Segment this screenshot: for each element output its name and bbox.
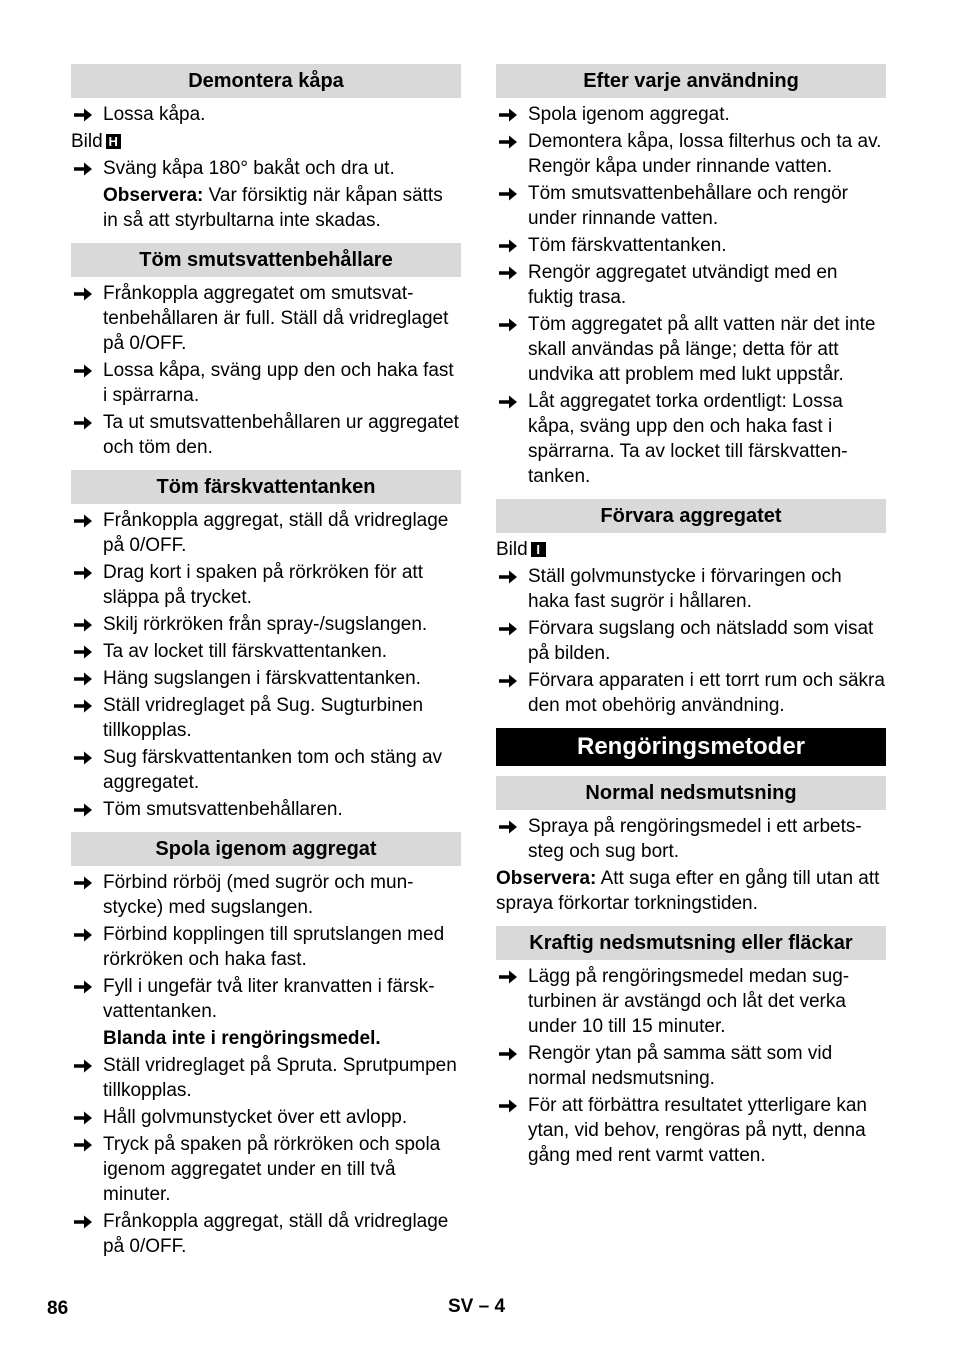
section-kraftig-nedsmutsning: Kraftig nedsmutsning eller fläckar: [496, 926, 886, 960]
list-item-text: Förbind kopplingen till sprutslangen med rörkröken och haka fast.: [103, 924, 445, 970]
list-item: [71, 870, 461, 920]
arrow-right-icon: [73, 693, 95, 718]
figure-badge: H: [106, 134, 121, 149]
list-item: [71, 156, 461, 181]
list-item: [71, 508, 461, 558]
arrow-right-icon: [73, 666, 95, 691]
list-item-text: Töm aggregatet på allt vatten när det inte skall användas på länge; detta för att undvika att problem med lukt uppstår.: [528, 314, 876, 385]
note-label: Observera:: [103, 185, 204, 206]
list-item-text: Låt aggregatet torka ordentligt: Lossa kåpa, sväng upp den och haka fast i spärrarna. Ta av locket till färskvattentanken.: [528, 391, 848, 487]
arrow-right-icon: [73, 410, 95, 435]
list-item: [71, 797, 461, 822]
list-item: [496, 814, 886, 864]
list-item: [496, 616, 886, 666]
section-normal-nedsmutsning: Normal nedsmutsning: [496, 776, 886, 810]
arrow-right-icon: [498, 564, 520, 589]
list-item: [496, 260, 886, 310]
list-item-text: Håll golvmunstycket över ett avlopp.: [103, 1107, 408, 1128]
left-column: [71, 64, 461, 1261]
chapter-rengoringsmetoder: Rengöringsmetoder: [496, 728, 886, 766]
list-item: [496, 389, 886, 489]
note: [71, 183, 461, 233]
list-item: [496, 1093, 886, 1168]
list-item-text: Sväng kåpa 180° bakåt och dra ut.: [103, 158, 395, 179]
arrow-right-icon: [498, 233, 520, 258]
list-item: [71, 102, 461, 127]
arrow-right-icon: [73, 156, 95, 181]
arrow-right-icon: [73, 508, 95, 533]
list-item: [496, 668, 886, 718]
list-item-text: Frånkoppla aggregat, ställ då vridreglage på 0/OFF.: [103, 510, 449, 556]
arrow-right-icon: [73, 639, 95, 664]
list-item-text: Lossa kåpa, sväng upp den och haka fast i spärrarna.: [103, 360, 454, 406]
list-item-text: Rengör ytan på samma sätt som vid normal nedsmutsning.: [528, 1043, 833, 1089]
arrow-right-icon: [498, 129, 520, 154]
figure-label: Bild: [71, 131, 103, 152]
section-tom-farskvattentanken: Töm färskvattentanken: [71, 470, 461, 504]
list-item-text: Rengör aggregatet utvändigt med en fuktig trasa.: [528, 262, 838, 308]
list-item-text: Drag kort i spaken på rörkröken för att släppa på trycket.: [103, 562, 423, 608]
arrow-right-icon: [73, 1105, 95, 1130]
arrow-right-icon: [498, 312, 520, 337]
arrow-right-icon: [73, 102, 95, 127]
list-item-text: Ta ut smutsvattenbehållaren ur aggregatet och töm den.: [103, 412, 459, 458]
list-item-text: Fyll i ungefär två liter kranvatten i färskvattentanken.: [103, 976, 435, 1022]
note-text: Att suga efter en gång till utan att spraya förkortar torkningstiden.: [496, 868, 880, 914]
list-item: [496, 1041, 886, 1091]
list-item-text: Demontera kåpa, lossa filterhus och ta av. Rengör kåpa under rinnande vatten.: [528, 131, 882, 177]
list-item-text: Förbind rörböj (med sugrör och munstycke) med sugslangen.: [103, 872, 414, 918]
list-item-text: Förvara apparaten i ett torrt rum och säkra den mot obehörig användning.: [528, 670, 885, 716]
list-item: [71, 1132, 461, 1207]
list-item-text: Spola igenom aggregat.: [528, 104, 730, 125]
language-page-indicator: SV – 4: [448, 1296, 506, 1317]
list-item-text: Ställ vridreglaget på Sug. Sugturbinen tillkopplas.: [103, 695, 424, 741]
list-item-text: Sug färskvattentanken tom och stäng av aggregatet.: [103, 747, 443, 793]
section-tom-smutsvattenbehallare: Töm smutsvattenbehållare: [71, 243, 461, 277]
list-item: [71, 666, 461, 691]
arrow-right-icon: [73, 358, 95, 383]
arrow-right-icon: [498, 1093, 520, 1118]
arrow-right-icon: [498, 260, 520, 285]
list-item-text: Frånkoppla aggregat, ställ då vridreglage på 0/OFF.: [103, 1211, 449, 1257]
list-item-text: Frånkoppla aggregatet om smutsvattenbehållaren är full. Ställ då vridreglaget på 0/OFF.: [103, 283, 449, 354]
list-item: [71, 693, 461, 743]
list-item-text: För att förbättra resultatet ytterligare kan ytan, vid behov, rengöras på nytt, denna gång med rent varmt vatten.: [528, 1095, 867, 1166]
list-item: [71, 281, 461, 356]
list-item: [496, 102, 886, 127]
arrow-right-icon: [498, 102, 520, 127]
arrow-right-icon: [73, 974, 95, 999]
list-item-text: Tryck på spaken på rörkröken och spola igenom aggregatet under en till två minuter.: [103, 1134, 441, 1205]
list-item: [496, 129, 886, 179]
arrow-right-icon: [498, 1041, 520, 1066]
list-item: [71, 922, 461, 972]
section-efter-varje-anvandning: Efter varje användning: [496, 64, 886, 98]
note-text: Var försiktig när kåpan sätts in så att styrbultarna inte skadas.: [103, 185, 443, 231]
figure-reference: [71, 129, 461, 154]
list-item: [71, 1053, 461, 1103]
arrow-right-icon: [498, 668, 520, 693]
list-item-text: Ställ golvmunstycke i förvaringen och haka fast sugrör i hållaren.: [528, 566, 842, 612]
figure-badge: I: [531, 542, 546, 557]
list-item-text: Skilj rörkröken från spray-/sugslangen.: [103, 614, 428, 635]
arrow-right-icon: [73, 560, 95, 585]
list-item: [71, 974, 461, 1024]
list-item: [496, 564, 886, 614]
list-item: [496, 312, 886, 387]
arrow-right-icon: [498, 389, 520, 414]
arrow-right-icon: [73, 281, 95, 306]
list-item-text: Spraya på rengöringsmedel i ett arbetssteg och sug bort.: [528, 816, 862, 862]
list-item-text: Lägg på rengöringsmedel medan sugturbinen är avstängd och låt det verka under 10 till 15 minuter.: [528, 966, 850, 1037]
arrow-right-icon: [73, 1132, 95, 1157]
list-item: [496, 233, 886, 258]
list-item-text: Häng sugslangen i färskvattentanken.: [103, 668, 421, 689]
list-item-text: Töm smutsvattenbehållare och rengör under rinnande vatten.: [528, 183, 848, 229]
right-column: [496, 64, 886, 1170]
figure-label: Bild: [496, 539, 528, 560]
list-item: [496, 964, 886, 1039]
list-item-text: Lossa kåpa.: [103, 104, 206, 125]
list-item-text: Förvara sugslang och nätsladd som visat på bilden.: [528, 618, 874, 664]
list-item: [71, 560, 461, 610]
list-item: [71, 639, 461, 664]
arrow-right-icon: [73, 612, 95, 637]
list-item-text: Ta av locket till färskvattentanken.: [103, 641, 388, 662]
note: [496, 866, 886, 916]
list-item-text: Töm färskvattentanken.: [528, 235, 727, 256]
arrow-right-icon: [73, 797, 95, 822]
arrow-right-icon: [498, 814, 520, 839]
list-item: [71, 1105, 461, 1130]
list-item: [71, 612, 461, 637]
warning-text: Blanda inte i rengöringsmedel.: [103, 1028, 381, 1049]
list-item: [71, 410, 461, 460]
arrow-right-icon: [73, 1209, 95, 1234]
list-item: [496, 181, 886, 231]
list-item: [71, 1209, 461, 1259]
arrow-right-icon: [73, 745, 95, 770]
figure-reference: [496, 537, 886, 562]
section-spola-igenom-aggregat: Spola igenom aggregat: [71, 832, 461, 866]
page-number: 86: [47, 1298, 69, 1319]
arrow-right-icon: [73, 922, 95, 947]
list-item-text: Ställ vridreglaget på Spruta. Sprutpumpen tillkopplas.: [103, 1055, 457, 1101]
arrow-right-icon: [498, 181, 520, 206]
list-item-text: Töm smutsvattenbehållaren.: [103, 799, 343, 820]
section-forvara-aggregatet: Förvara aggregatet: [496, 499, 886, 533]
note-label: Observera:: [496, 868, 597, 889]
section-demontera-kapa: Demontera kåpa: [71, 64, 461, 98]
arrow-right-icon: [73, 1053, 95, 1078]
arrow-right-icon: [498, 616, 520, 641]
arrow-right-icon: [73, 870, 95, 895]
list-item: [71, 745, 461, 795]
list-item: [71, 358, 461, 408]
arrow-right-icon: [498, 964, 520, 989]
